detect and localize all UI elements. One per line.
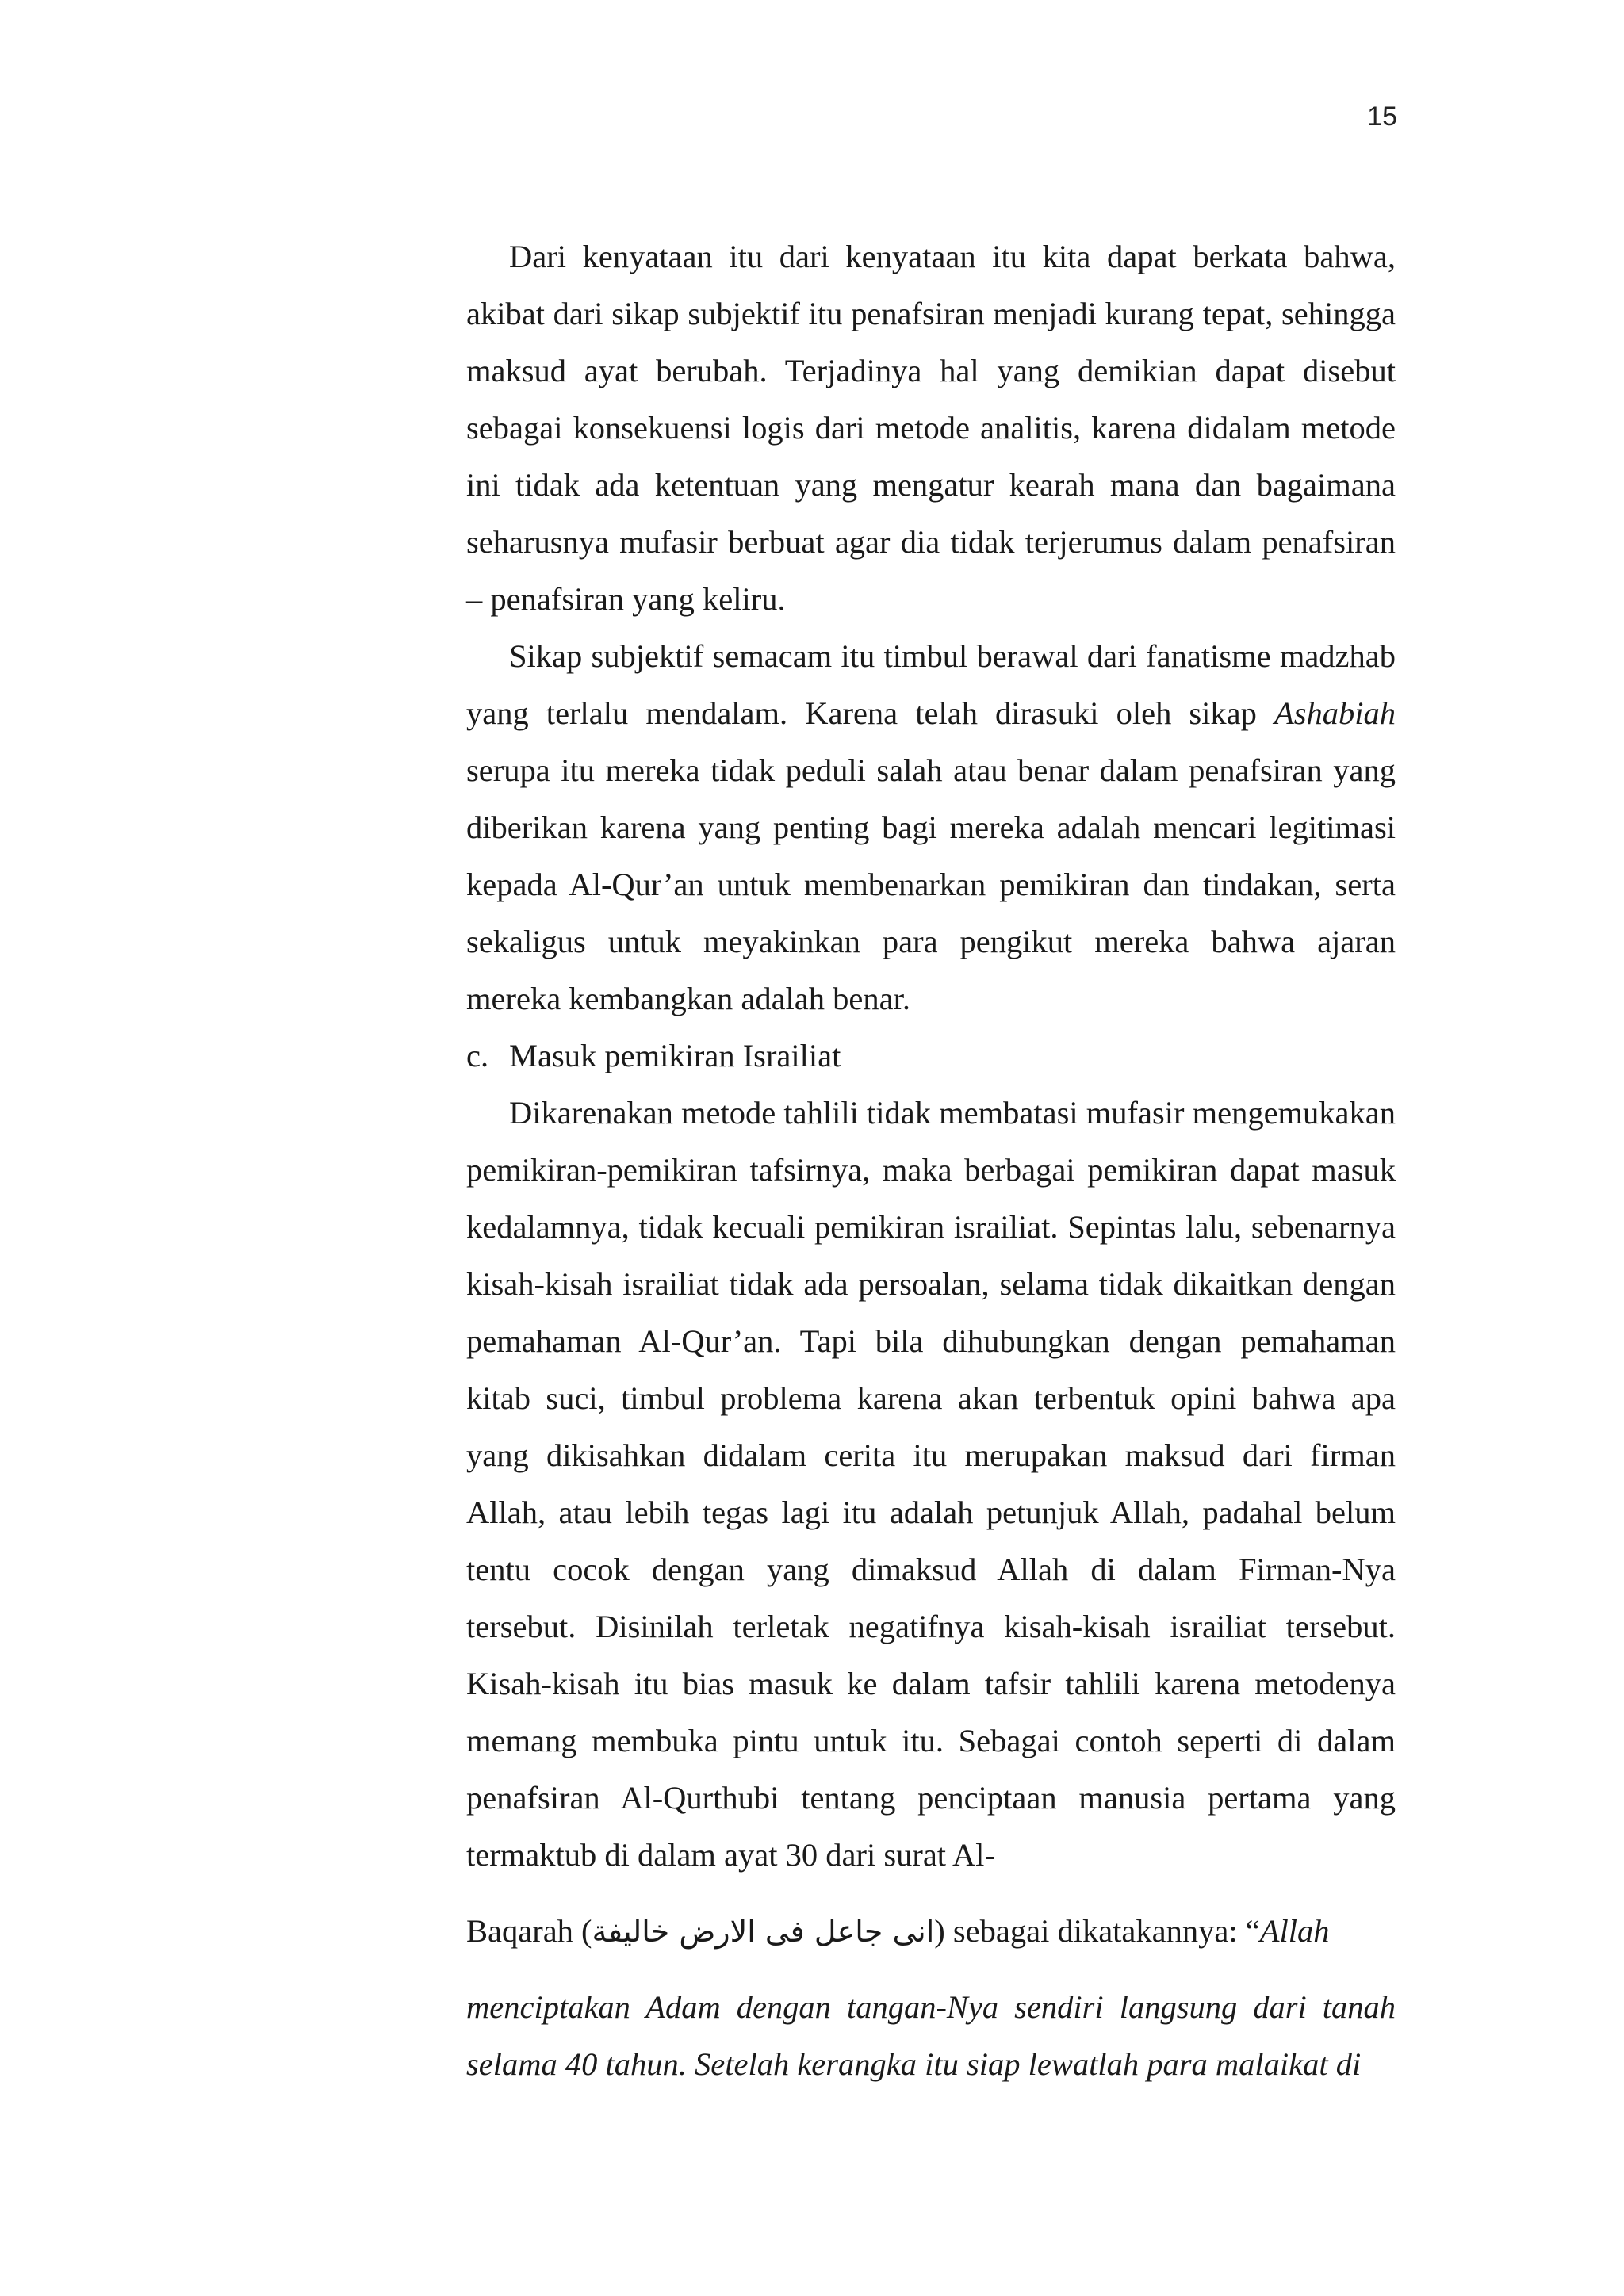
quote-start: Allah xyxy=(1259,1913,1330,1949)
document-body xyxy=(466,228,1396,2093)
baqarah-prefix: Baqarah ( xyxy=(466,1913,592,1949)
baqarah-suffix: ) sebagai dikatakannya: “ xyxy=(934,1913,1260,1949)
page-number: 15 xyxy=(1367,101,1397,132)
paragraph-3-quote xyxy=(466,1979,1396,2093)
paragraph-3 xyxy=(466,1085,1396,1884)
paragraph-2-text-b: serupa itu mereka tidak peduli salah atau benar dalam penafsiran yang diberikan karena yang penting bagi mereka adalah mencari legitimasi kepada Al-Qur’an untuk membenarkan pemikiran dan tindakan, serta sekaligus untuk meyakinkan para pengikut mereka bahwa ajaran mereka kembangkan adalah benar. xyxy=(466,752,1396,1016)
list-heading: Masuk pemikiran Israiliat xyxy=(509,1038,841,1073)
paragraph-1: Dari kenyataan itu dari kenyataan itu kita dapat berkata bahwa, akibat dari sikap subjektif itu penafsiran menjadi kurang tepat, sehingga maksud ayat berubah. Terjadinya hal yang demikian dapat disebut sebagai konsekuensi logis dari metode analitis, karena didalam metode ini tidak ada ketentuan yang mengatur kearah mana dan bagaimana seharusnya mufasir berbuat agar dia tidak terjerumus dalam penafsiran – penafsiran yang keliru. xyxy=(466,239,1396,617)
paragraph-3-baqarah-line xyxy=(466,1884,1396,1979)
italic-term-ashabiah: Ashabiah xyxy=(1274,695,1396,731)
paragraph-2-text-a: Sikap subjektif semacam itu timbul berawal dari fanatisme madzhab yang terlalu mendalam. Karena telah dirasuki oleh sikap xyxy=(466,638,1396,731)
arabic-verse: انى جاعل فى الارض خاليفة xyxy=(592,1914,935,1949)
paragraph-3-text: Dikarenakan metode tahlili tidak membatasi mufasir mengemukakan pemikiran-pemikiran tafsirnya, maka berbagai pemikiran dapat masuk kedalamnya, tidak kecuali pemikiran israiliat. Sepintas lalu, sebenarnya kisah-kisah israiliat tidak ada persoalan, selama tidak dikaitkan dengan pemahaman Al-Qur’an. Tapi bila dihubungkan dengan pemahaman kitab suci, timbul problema karena akan terbentuk opini bahwa apa yang dikisahkan didalam cerita itu merupakan maksud dari firman Allah, atau lebih tegas lagi itu adalah petunjuk Allah, padahal belum tentu cocok dengan yang dimaksud Allah di dalam Firman-Nya tersebut. Disinilah terletak negatifnya kisah-kisah israiliat tersebut. Kisah-kisah itu bias masuk ke dalam tafsir tahlili karena metodenya memang membuka pintu untuk itu. Sebagai contoh seperti di dalam penafsiran Al-Qurthubi tentang penciptaan manusia pertama yang termaktub di dalam ayat 30 dari surat Al- xyxy=(466,1095,1396,1873)
quote-text: menciptakan Adam dengan tangan-Nya sendiri langsung dari tanah selama 40 tahun. Setelah kerangka itu siap lewatlah para malaikat di xyxy=(466,1989,1396,2082)
list-item-c xyxy=(466,1027,1396,1085)
list-marker: c. xyxy=(466,1038,489,1073)
paragraph-2 xyxy=(466,628,1396,1027)
